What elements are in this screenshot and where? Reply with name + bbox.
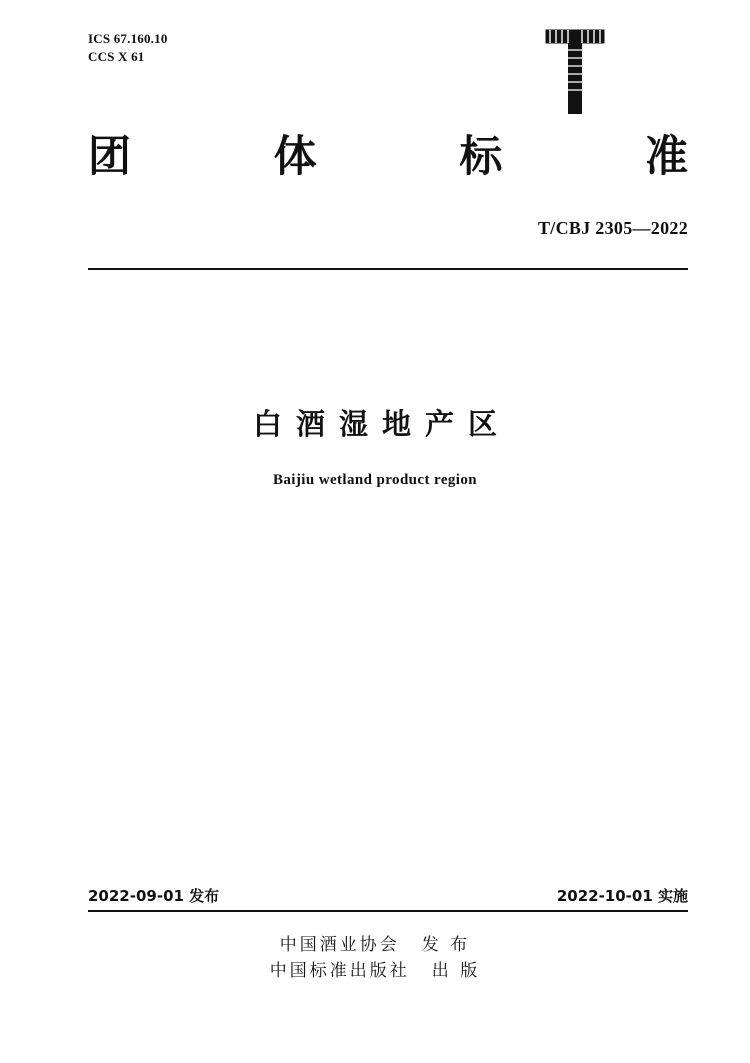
ccs-code: CCS X 61 bbox=[88, 48, 145, 64]
document-title-chinese: 白酒湿地产区 bbox=[252, 407, 511, 441]
publisher-block bbox=[0, 932, 750, 985]
category-char-4: 准 bbox=[644, 132, 688, 182]
implementation-date: 2022-10-01 实施 bbox=[556, 887, 688, 905]
dates-row bbox=[88, 885, 688, 906]
category-char-1: 团 bbox=[88, 132, 131, 182]
press-organization: 中国标准出版社 bbox=[269, 961, 410, 982]
standard-category-title bbox=[88, 132, 688, 182]
document-title-english: Baijiu wetland product region bbox=[273, 472, 477, 488]
category-char-3: 标 bbox=[459, 132, 503, 182]
press-action: 出 版 bbox=[431, 961, 481, 982]
publisher-line-press bbox=[0, 958, 750, 984]
ics-code: ICS 67.160.10 bbox=[88, 31, 168, 46]
issue-date: 2022-09-01 发布 bbox=[88, 887, 220, 905]
standard-number: T/CBJ 2305—2022 bbox=[537, 218, 688, 238]
ics-ccs-block bbox=[88, 30, 168, 66]
publisher-action: 发 布 bbox=[421, 935, 471, 955]
category-char-2: 体 bbox=[273, 132, 317, 182]
t-standard-logo-icon bbox=[540, 28, 610, 114]
publisher-line-issuer bbox=[0, 932, 750, 958]
publisher-organization: 中国酒业协会 bbox=[279, 935, 400, 955]
header-divider bbox=[88, 268, 688, 270]
footer-divider bbox=[88, 910, 688, 912]
